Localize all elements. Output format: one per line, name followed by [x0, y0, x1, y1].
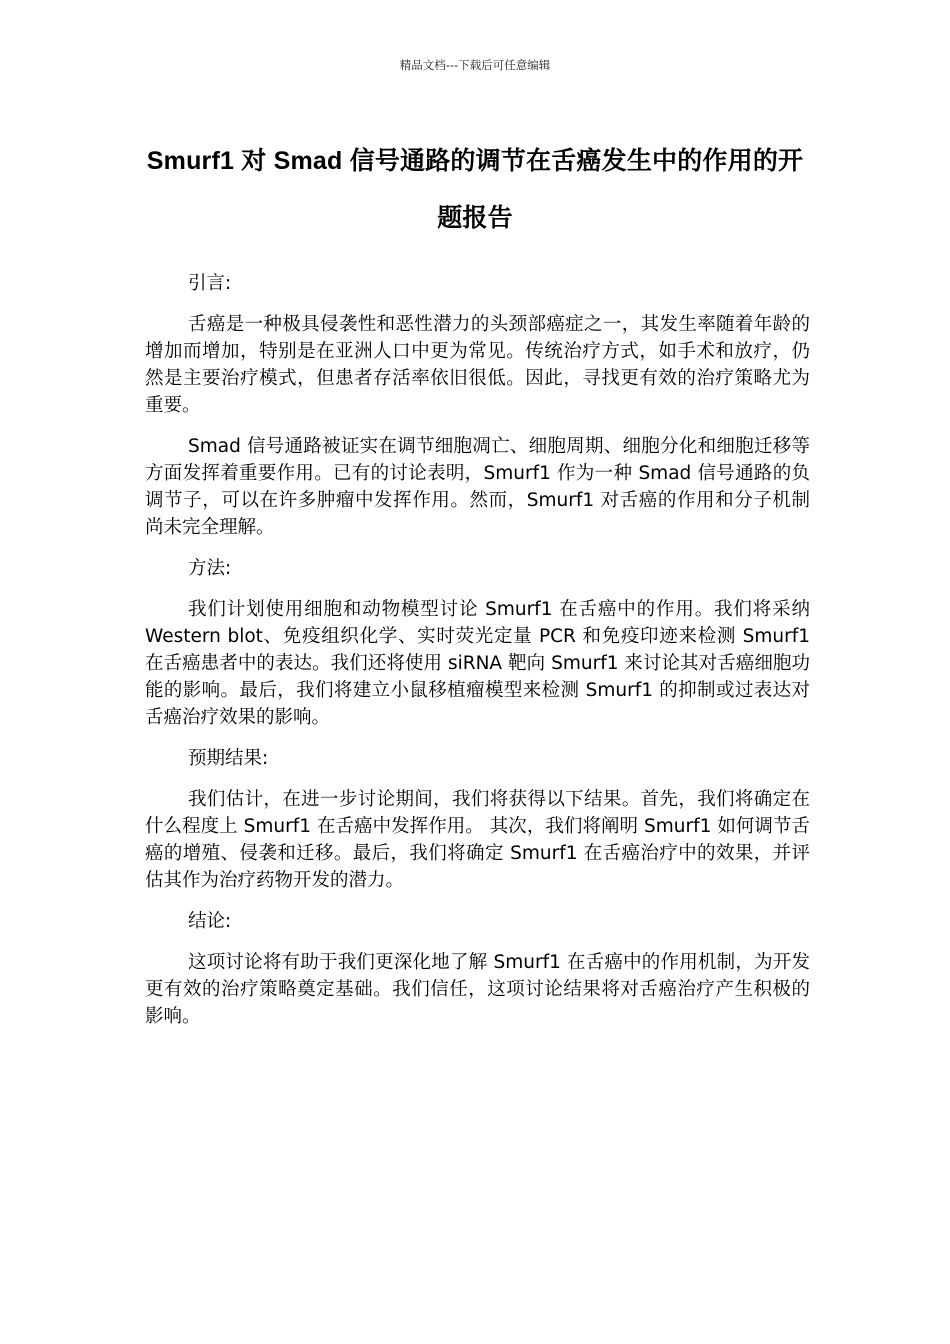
section-methods [145, 555, 810, 731]
section-heading-conclusion: 结论: [188, 911, 232, 932]
paragraph: 我们估计，在进一步讨论期间，我们将获得以下结果。首先，我们将确定在什么程度上 Smurf1 在舌癌中发挥作用。 其次，我们将阐明 Smurf1 如何调节舌癌的增殖、侵袭和迁移。最后，我们将确定 Smurf1 在舌癌治疗中的效果，并评估其作为治疗药物开发的潜力。 [145, 789, 810, 891]
document-title: Smurf1 对 Smad 信号通路的调节在舌癌发生中的作用的开题报告 [146, 147, 804, 232]
section-heading-introduction: 引言: [188, 273, 232, 294]
section-introduction [145, 270, 810, 541]
section-heading-expected-results: 预期结果: [188, 748, 269, 769]
paragraph: Smad 信号通路被证实在调节细胞凋亡、细胞周期、细胞分化和细胞迁移等方面发挥着重要作用。已有的讨论表明，Smurf1 作为一种 Smad 信号通路的负调节子，可以在许多肿瘤中发挥作用。然而，Smurf1 对舌癌的作用和分子机制尚未完全理解。 [145, 436, 810, 538]
page-header: 精品文档---下载后可任意编辑 [399, 58, 551, 72]
paragraph: 舌癌是一种极具侵袭性和恶性潜力的头颈部癌症之一，其发生率随着年龄的增加而增加，特别是在亚洲人口中更为常见。传统治疗方式，如手术和放疗，仍然是主要治疗模式，但患者存活率依旧很低。因此，寻找更有效的治疗策略尤为重要。 [145, 314, 810, 416]
paragraph: 这项讨论将有助于我们更深化地了解 Smurf1 在舌癌中的作用机制，为开发更有效的治疗策略奠定基础。我们信任，这项讨论结果将对舌癌治疗产生积极的影响。 [145, 952, 810, 1027]
section-conclusion [145, 908, 810, 1030]
paragraph: 我们计划使用细胞和动物模型讨论 Smurf1 在舌癌中的作用。我们将采纳 Western blot、免疫组织化学、实时荧光定量 PCR 和免疫印迹来检测 Smurf1 在舌癌患者中的表达。我们还将使用 siRNA 靶向 Smurf1 来讨论其对舌癌细胞功能的影响。最后，我们将建立小鼠移植瘤模型来检测 Smurf1 的抑制或过表达对舌癌治疗效果的影响。 [145, 599, 810, 728]
section-heading-methods: 方法: [188, 558, 232, 579]
section-expected-results [145, 745, 810, 894]
document-body [145, 270, 810, 1044]
